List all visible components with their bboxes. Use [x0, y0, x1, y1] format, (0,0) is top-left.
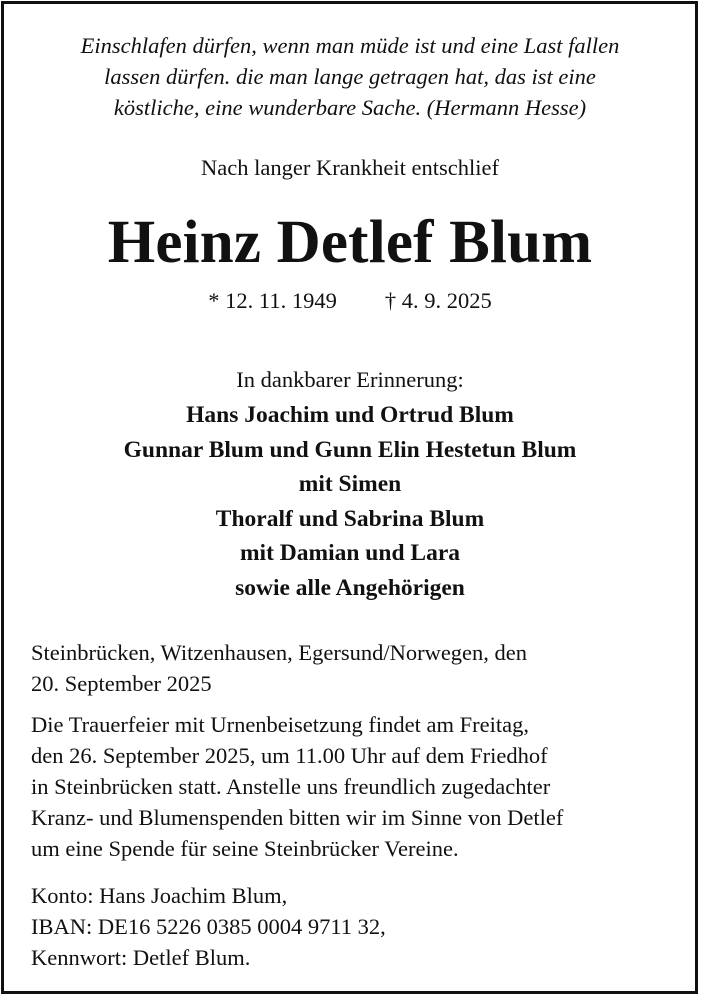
death-announcement-intro: Nach langer Krankheit entschlief — [201, 155, 499, 180]
deceased-name: Heinz Detlef Blum — [107, 209, 593, 276]
ceremony-details — [31, 709, 691, 864]
account-reference: Kennwort: Detlef Blum. — [31, 945, 251, 970]
quote-line: Einschlafen dürfen, wenn man müde ist und eine Last fallen — [80, 33, 620, 58]
ceremony-line: in Steinbrücken statt. Anstelle uns freundlich zugedachter — [31, 774, 551, 799]
place-and-date — [31, 637, 691, 699]
account-iban: IBAN: DE16 5226 0385 0004 9711 32, — [31, 914, 386, 939]
hesse-quote — [40, 30, 660, 123]
mourner-line: Hans Joachim und Ortrud Blum — [186, 402, 514, 428]
ceremony-line: Kranz- und Blumenspenden bitten wir im Sinne von Detlef — [31, 805, 564, 830]
quote-line: lassen dürfen. die man lange getragen hat, das ist eine — [104, 64, 596, 89]
death-date: † 4. 9. 2025 — [384, 288, 492, 313]
account-holder: Konto: Hans Joachim Blum, — [31, 883, 288, 908]
ceremony-line: Die Trauerfeier mit Urnenbeisetzung findet am Freitag, — [31, 712, 529, 737]
life-dates — [0, 286, 700, 316]
ceremony-line: um eine Spende für seine Steinbrücker Vereine. — [31, 836, 459, 861]
mourner-line: Gunnar Blum und Gunn Elin Hestetun Blum — [123, 436, 577, 463]
mourner-line: sowie alle Angehörigen — [235, 574, 465, 601]
donation-account — [31, 880, 691, 973]
place-line: Steinbrücken, Witzenhausen, Egersund/Norwegen, den — [31, 640, 528, 665]
ceremony-line: den 26. September 2025, um 11.00 Uhr auf dem Friedhof — [31, 743, 548, 768]
quote-line: köstliche, eine wunderbare Sache. (Hermann Hesse) — [113, 95, 587, 120]
mourner-line: mit Damian und Lara — [239, 540, 460, 566]
memory-intro: In dankbarer Erinnerung: — [236, 367, 464, 392]
mourner-line: Thoralf und Sabrina Blum — [215, 505, 485, 532]
mourners-list — [0, 398, 700, 605]
mourner-line: mit Simen — [298, 471, 402, 497]
birth-date: * 12. 11. 1949 — [208, 288, 337, 313]
date-line: 20. September 2025 — [31, 671, 212, 696]
